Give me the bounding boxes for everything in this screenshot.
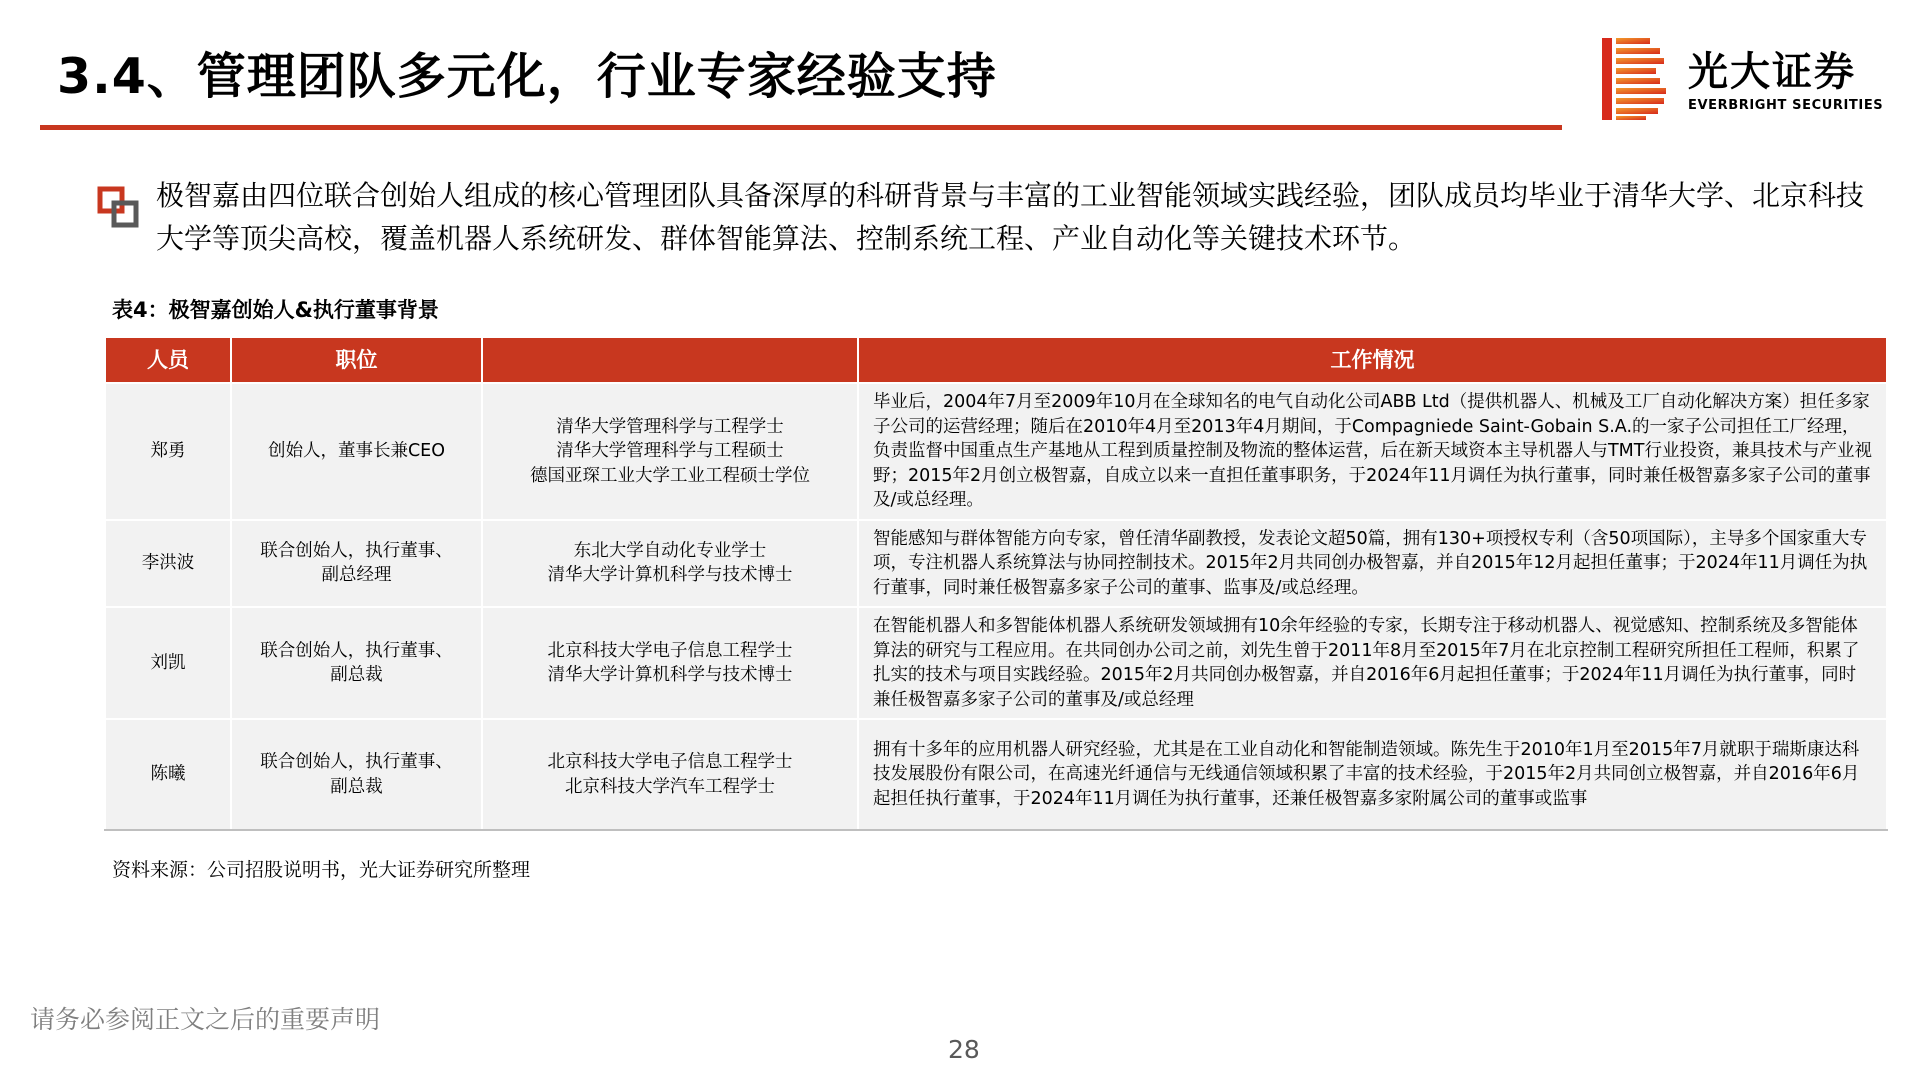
brand-logo: [1598, 36, 1898, 126]
position-line: 副总裁: [330, 776, 383, 797]
person-position: [231, 719, 482, 830]
person-name: 李洪波: [105, 520, 231, 608]
position-line: 联合创始人，执行董事、: [260, 640, 453, 661]
education-line: 清华大学计算机科学与技术博士: [547, 665, 793, 685]
header-position: 职位: [231, 337, 482, 383]
table-row: [105, 607, 1887, 719]
position-line: 副总裁: [330, 665, 383, 685]
person-work: 在智能机器人和多智能体机器人系统研发领域拥有10余年经验的专家，长期专注于移动机器人、视觉感知、控制系统及多智能体算法的研究与工程应用。在共同创办公司之前，刘先生曾于2011年8月至2015年7月在北京控制工程研究所担任工程师，积累了扎实的技术与项目实践经验。2015年2月共同创办极智嘉，并自2016年6月起担任董事；于2024年11月调任为执行董事，同时兼任极智嘉多家子公司的董事及/或总经理: [858, 607, 1887, 719]
person-work: 毕业后，2004年7月至2009年10月在全球知名的电气自动化公司ABB Ltd（提供机器人、机械及工厂自动化解决方案）担任多家子公司的运营经理；随后在2010年4月至2013年4月期间，于Compagniede Saint-Gobain S.A.的一家子公司担任工厂经理，负责监督中国重点生产基地从工程到质量控制及物流的整体运营，后在新天域资本主导机器人与TMT行业投资，兼具技术与产业视野；2015年2月创立极智嘉，自成立以来一直担任董事职务，于2024年11月调任为执行董事，同时兼任极智嘉多家子公司的董事及/或总经理。: [858, 383, 1887, 520]
header-education: [482, 337, 858, 383]
education-line: 清华大学管理科学与工程硕士: [556, 441, 784, 461]
education-line: 德国亚琛工业大学工业工程硕士学位: [530, 465, 810, 486]
education-line: 东北大学自动化专业学士: [573, 540, 767, 561]
logo-chinese-name: 光大证券: [1688, 49, 1856, 95]
education-line: 北京科技大学电子信息工程学士: [547, 752, 793, 772]
person-education: [482, 607, 858, 719]
person-work: 智能感知与群体智能方向专家，曾任清华副教授，发表论文超50篇，拥有130+项授权专利（含50项国际），主导多个国家重大专项，专注机器人系统算法与协同控制技术。2015年2月共同创办极智嘉，并自2015年12月起担任董事；于2024年11月调任为执行董事，同时兼任极智嘉多家子公司的董事、监事及/或总经理。: [858, 520, 1887, 608]
position-line: 联合创始人，执行董事、: [260, 540, 453, 561]
table-row: [105, 520, 1887, 608]
table-header-row: [105, 337, 1887, 383]
table-row: [105, 383, 1887, 520]
education-line: 北京科技大学电子信息工程学士: [547, 640, 793, 661]
position-line: 创始人，董事长兼CEO: [267, 441, 446, 461]
page-title: 3.4、管理团队多元化，行业专家经验支持: [57, 48, 997, 105]
table-source-note: 资料来源：公司招股说明书，光大证券研究所整理: [112, 859, 531, 881]
education-line: 清华大学计算机科学与技术博士: [547, 565, 793, 586]
person-position: [231, 520, 482, 608]
disclaimer-text: 请务必参阅正文之后的重要声明: [30, 1005, 381, 1034]
person-education: [482, 383, 858, 520]
table-row: [105, 719, 1887, 830]
intro-paragraph: 极智嘉由四位联合创始人组成的核心管理团队具备深厚的科研背景与丰富的工业智能领域实践经验，团队成员均毕业于清华大学、北京科技大学等顶尖高校，覆盖机器人系统研发、群体智能算法、控制系统工程、产业自动化等关键技术环节。: [156, 179, 1865, 255]
position-line: 副总经理: [321, 565, 392, 586]
page-number: 28: [948, 1035, 980, 1064]
person-name: 陈曦: [105, 719, 231, 830]
table-caption: 表4：极智嘉创始人&执行董事背景: [112, 298, 439, 322]
position-line: 联合创始人，执行董事、: [260, 752, 453, 772]
person-name: 刘凯: [105, 607, 231, 719]
education-line: 清华大学管理科学与工程学士: [556, 416, 784, 437]
person-education: [482, 520, 858, 608]
person-education: [482, 719, 858, 830]
education-line: 北京科技大学汽车工程学士: [565, 776, 775, 797]
person-name: 郑勇: [105, 383, 231, 520]
header-work: 工作情况: [858, 337, 1887, 383]
logo-english-name: EVERBRIGHT SECURITIES: [1688, 98, 1884, 113]
person-work: 拥有十多年的应用机器人研究经验，尤其是在工业自动化和智能制造领域。陈先生于2010年1月至2015年7月就职于瑞斯康达科技发展股份有限公司，在高速光纤通信与无线通信领域积累了丰富的技术经验，于2015年2月共同创立极智嘉，并自2016年6月起担任执行董事，于2024年11月调任为执行董事，还兼任极智嘉多家附属公司的董事或监事: [858, 719, 1887, 830]
header-person: 人员: [105, 337, 231, 383]
title-divider: [40, 125, 1562, 130]
person-position: [231, 383, 482, 520]
person-position: [231, 607, 482, 719]
founders-table: [104, 336, 1888, 831]
square-bullet-icon: [97, 186, 139, 228]
everbright-logo-icon: [1598, 36, 1678, 122]
